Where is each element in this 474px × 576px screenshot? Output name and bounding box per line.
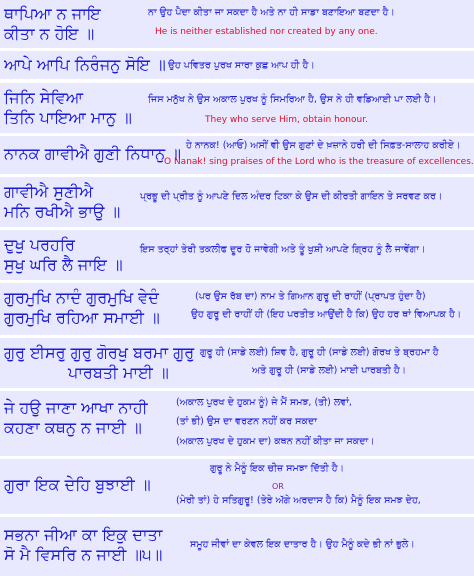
punjabi-translation: ਜਿਸ ਮਨੁੱਖ ਨੇ ਉਸ ਅਕਾਲ ਪੁਰਖ ਨੂੰ ਸਿਮਰਿਆ ਹੈ, ਉਸ ਨੇ ਹੀ ਵਡਿਆਈ ਪਾ ਲਈ ਹੈ। (148, 94, 437, 105)
gurmukhi-verse (4, 182, 120, 222)
punjabi-translation: ਇਸ ਤਰ੍ਹਾਂ ਤੇਰੀ ਤਕਲੀਫ ਦੂਰ ਹੋ ਜਾਵੇਗੀ ਅਤੇ ਤੂੰ ਖੁਸ਼ੀ ਆਪਣੇ ਗ੍ਰਿਹ ਨੂੰ ਲੈ ਜਾਵੇਂਗਾ। (140, 244, 426, 255)
english-translation: He is neither established nor created by any one. (155, 27, 378, 37)
gurmukhi-line: ਸੁਖੁ ਘਰਿ ਲੈ ਜਾਇ ॥ (4, 255, 123, 274)
gurmukhi-line: ਗੁਰੁ ਈਸਰੁ ਗੁਰੁ ਗੋਰਖੁ ਬਰਮਾ ਗੁਰੁ (4, 343, 195, 362)
verse-row (0, 136, 474, 174)
punjabi-translation: ਸਮੂਹ ਜੀਵਾਂ ਦਾ ਕੇਵਲ ਇਕ ਦਾਤਾਰ ਹੈ। ਉਹ ਮੈਨੂੰ ਕਦੇ ਭੀ ਨਾਂ ਭੁਲੇ। (190, 539, 415, 550)
punjabi-translation: ਨਾ ਉਹ ਪੈਦਾ ਕੀਤਾ ਜਾ ਸਕਦਾ ਹੈ ਅਤੇ ਨਾ ਹੀ ਸਾਡਾ ਬਣਾਇਆ ਬਣਦਾ ਹੈ। (148, 7, 395, 18)
gurmukhi-line: ਕੀਤਾ ਨ ਹੋਇ ॥ (4, 24, 95, 43)
verse-row (0, 338, 474, 388)
english-translation: O Nanak! sing praises of the Lord who is the treasure of excellences. (164, 157, 474, 167)
verse-row (0, 391, 474, 456)
verse-row (0, 83, 474, 133)
gurmukhi-line: ਤਿਨਿ ਪਾਇਆ ਮਾਨੁ ॥ (4, 108, 132, 127)
gurmukhi-line: ਸਭਨਾ ਜੀਆ ਕਾ ਇਕੁ ਦਾਤਾ (4, 525, 163, 544)
gurmukhi-line: ਨਾਨਕ ਗਾਵੀਐ ਗੁਣੀ ਨਿਧਾਨੁ ॥ (4, 144, 182, 163)
punjabi-translation: ਗੁਰੂ ਨੇ ਮੈਨੂੰ ਇਕ ਚੀਜ਼ ਸਮਝਾ ਦਿੱਤੀ ਹੈ। (210, 463, 344, 474)
verse-row (0, 0, 474, 48)
or-separator: OR (272, 482, 284, 491)
gurmukhi-verse (4, 343, 194, 383)
gurmukhi-verse (4, 144, 181, 164)
punjabi-translation: ਉਹ ਗੁਰੂ ਦੀ ਰਾਹੀਂ ਹੀ (ਇਹ ਪਰਤੀਤ ਆਉਂਦੀ ਹੈ ਕਿ) ਉਹ ਹਰ ਥਾਂ ਵਿਆਪਕ ਹੈ। (191, 309, 462, 320)
gurmukhi-line: ਆਪੇ ਆਪਿ ਨਿਰੰਜਨੁ ਸੋਇ ॥ (4, 55, 166, 74)
gurmukhi-verse (4, 88, 132, 128)
punjabi-translation: (ਮੇਰੀ ਤਾਂ) ਹੇ ਸਤਿਗੁਰੂ! (ਤੇਰੇ ਅੱਗੇ ਅਰਦਾਸ ਹੈ ਕਿ) ਮੈਨੂੰ ਇਕ ਸਮਝ ਦੇਹ, (176, 495, 421, 506)
punjabi-translation: ਉਹ ਪਵਿਤਰ ਪੁਰਖ ਸਾਰਾ ਕੁਛ ਆਪ ਹੀ ਹੈ। (168, 60, 315, 71)
verse-row (0, 517, 474, 576)
gurmukhi-verse (4, 288, 160, 328)
gurmukhi-line: ਮਨਿ ਰਖੀਐ ਭਾਉ ॥ (4, 202, 121, 221)
verse-row (0, 230, 474, 280)
gurmukhi-verse (4, 525, 162, 565)
gurmukhi-verse (4, 4, 101, 44)
punjabi-translation: ਪ੍ਰਭੂ ਦੀ ਪ੍ਰੀਤ ਨੂੰ ਆਪਣੇ ਦਿਲ ਅੰਦਰ ਟਿਕਾ ਕੇ ਉਸ ਦੀ ਕੀਰਤੀ ਗਾਇਨ ਤੇ ਸਰਵਣ ਕਰ। (140, 191, 443, 202)
punjabi-translation: ਅਤੇ ਗੁਰੂ ਹੀ (ਸਾਡੇ ਲਈ) ਮਾਈ ਪਾਰਬਤੀ ਹੈ। (252, 365, 407, 376)
gurmukhi-line: ਜਿਨਿ ਸੇਵਿਆ (4, 88, 84, 107)
punjabi-translation: (ਪਰ ਉਸ ਰੱਬ ਦਾ) ਨਾਮ ਤੇ ਗਿਆਨ ਗੁਰੂ ਦੀ ਰਾਹੀਂ (ਪ੍ਰਾਪਤ ਹੁੰਦਾ ਹੈ) (195, 291, 426, 302)
gurmukhi-line: ਗੁਰਾ ਇਕ ਦੇਹਿ ਬੁਝਾਈ ॥ (4, 475, 151, 494)
verse-row (0, 51, 474, 79)
gurmukhi-line: ਗੁਰਮੁਖਿ ਨਾਦੰ ਗੁਰਮੁਖਿ ਵੇਦੰ (4, 288, 159, 307)
gurmukhi-verse (4, 398, 148, 438)
gurmukhi-line: ਸੋ ਮੈ ਵਿਸਰਿ ਨ ਜਾਈ ॥੫॥ (4, 545, 163, 564)
gurmukhi-verse (4, 55, 166, 75)
verse-row (0, 459, 474, 514)
gurmukhi-line: ਗਾਵੀਐ ਸੁਣੀਐ (4, 182, 93, 201)
verse-row (0, 283, 474, 335)
punjabi-translation: ਹੇ ਨਾਨਕ! (ਆਓ) ਅਸੀਂ ਵੀ ਉਸ ਗੁਣਾਂ ਦੇ ਖ਼ਜ਼ਾਨੇ ਹਰੀ ਦੀ ਸਿਫ਼ਤ-ਸਾਲਾਹ ਕਰੀਏ। (186, 140, 461, 151)
gurmukhi-line: ਜੇ ਹਉ ਜਾਣਾ ਆਖਾ ਨਾਹੀ (4, 398, 148, 417)
punjabi-translation: (ਅਕਾਲ ਪੁਰਖ ਦੇ ਹੁਕਮ ਨੂੰ) ਜੇ ਮੈਂ ਸਮਝ, (ਤੀ) ਲਵਾਂ, (176, 397, 352, 408)
punjabi-translation: (ਤਾਂ ਭੀ) ਉਸ ਦਾ ਵਰਣਨ ਨਹੀਂ ਕਰ ਸਕਦਾ (176, 416, 317, 427)
gurmukhi-verse (4, 235, 123, 275)
gurmukhi-line: ਦੁਖੁ ਪਰਹਰਿ (4, 235, 75, 254)
gurmukhi-line: ਥਾਪਿਆ ਨ ਜਾਇ (4, 4, 101, 23)
verse-row (0, 177, 474, 227)
gurmukhi-verse (4, 475, 151, 495)
punjabi-translation: (ਅਕਾਲ ਪੁਰਖ ਦੇ ਹੁਕਮ ਦਾ) ਕਥਨ ਨਹੀਂ ਕੀਤਾ ਜਾ ਸਕਦਾ। (176, 436, 375, 447)
gurmukhi-line: ਗੁਰਮੁਖਿ ਰਹਿਆ ਸਮਾਈ ॥ (4, 308, 160, 327)
gurmukhi-line: ਪਾਰਬਤੀ ਮਾਈ ॥ (68, 363, 169, 382)
punjabi-translation: ਗੁਰੂ ਹੀ (ਸਾਡੇ ਲਈ) ਸ਼ਿਵ ਹੈ, ਗੁਰੂ ਹੀ (ਸਾਡੇ ਲਈ) ਗੋਰਖ ਤੇ ਬ੍ਰਹਮਾ ਹੈ (200, 347, 439, 358)
english-translation: They who serve Him, obtain honour. (205, 115, 368, 125)
gurmukhi-line: ਕਹਣਾ ਕਥਨੁ ਨ ਜਾਈ ॥ (4, 418, 142, 437)
